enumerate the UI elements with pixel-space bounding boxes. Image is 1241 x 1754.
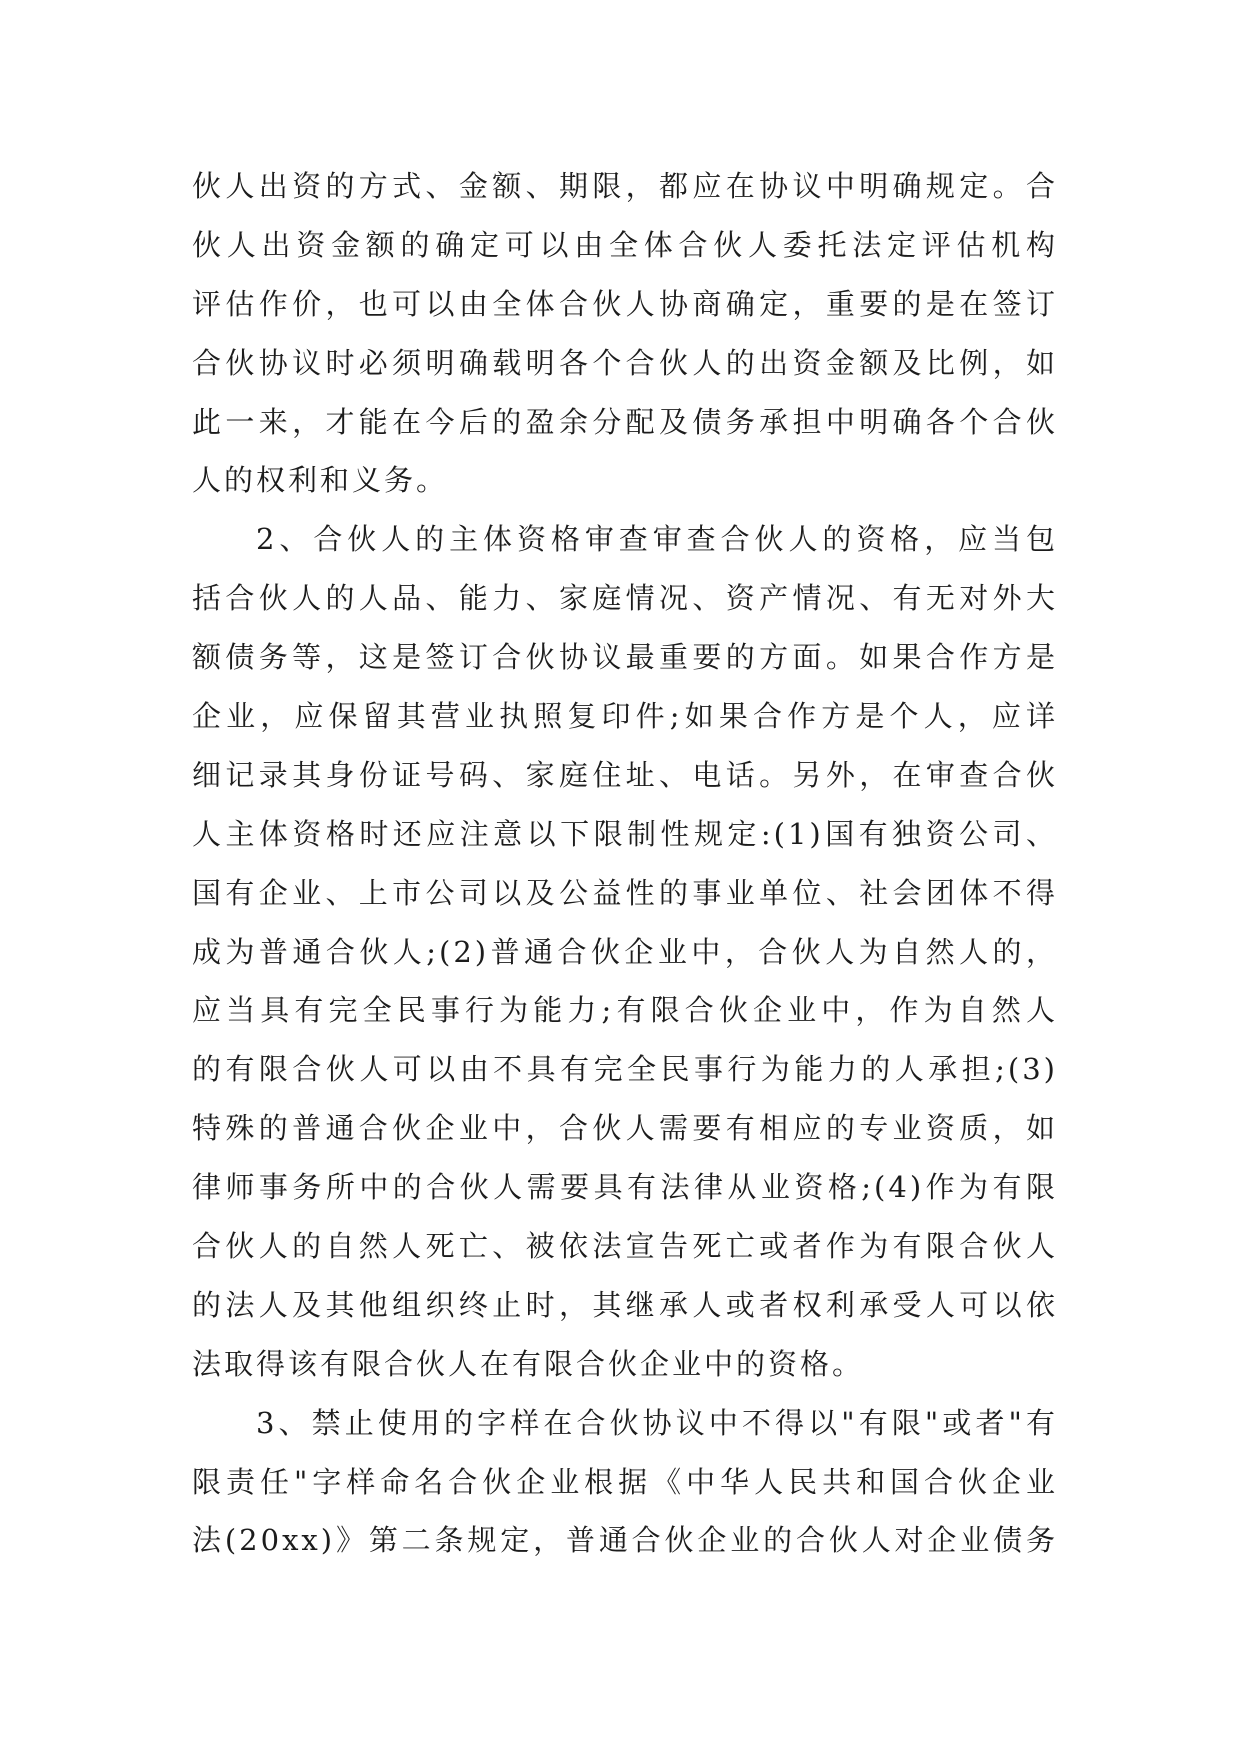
text-line: 应当具有完全民事行为能力;有限合伙企业中，作为自然人 bbox=[192, 993, 1058, 1028]
text-line: 3、禁止使用的字样在合伙协议中不得以"有限"或者"有 bbox=[256, 1405, 1058, 1440]
text-line: 人主体资格时还应注意以下限制性规定:(1)国有独资公司、 bbox=[192, 816, 1058, 851]
text-line: 此一来，才能在今后的盈余分配及债务承担中明确各个合伙 bbox=[192, 404, 1058, 439]
text-line: 伙人出资的方式、金额、期限，都应在协议中明确规定。合 bbox=[192, 169, 1058, 203]
text-line: 律师事务所中的合伙人需要具有法律从业资格;(4)作为有限 bbox=[192, 1170, 1058, 1205]
text-line: 的有限合伙人可以由不具有完全民事行为能力的人承担;(3) bbox=[192, 1052, 1058, 1087]
paragraph-3 bbox=[192, 1394, 1058, 1571]
text-line: 国有企业、上市公司以及公益性的事业单位、社会团体不得 bbox=[192, 875, 1058, 910]
text-line: 额债务等，这是签订合伙协议最重要的方面。如果合作方是 bbox=[192, 640, 1058, 675]
text-line: 合伙协议时必须明确载明各个合伙人的出资金额及比例，如 bbox=[192, 345, 1058, 380]
text-line: 括合伙人的人品、能力、家庭情况、资产情况、有无对外大 bbox=[192, 581, 1058, 616]
text-line: 伙人出资金额的确定可以由全体合伙人委托法定评估机构 bbox=[192, 227, 1058, 262]
paragraph-1 bbox=[192, 157, 1058, 510]
text-line: 合伙人的自然人死亡、被依法宣告死亡或者作为有限合伙人 bbox=[192, 1229, 1058, 1264]
text-line: 人的权利和义务。 bbox=[192, 463, 449, 498]
text-line: 2、合伙人的主体资格审查审查合伙人的资格，应当包 bbox=[256, 522, 1058, 557]
text-line: 法取得该有限合伙人在有限合伙企业中的资格。 bbox=[192, 1346, 865, 1381]
text-line: 成为普通合伙人;(2)普通合伙企业中，合伙人为自然人的， bbox=[192, 934, 1058, 969]
document-body bbox=[192, 157, 1058, 1570]
text-line: 限责任"字样命名合伙企业根据《中华人民共和国合伙企业 bbox=[192, 1464, 1058, 1499]
text-line: 法(20xx)》第二条规定，普通合伙企业的合伙人对企业债务 bbox=[192, 1523, 1058, 1558]
text-line: 的法人及其他组织终止时，其继承人或者权利承受人可以依 bbox=[192, 1287, 1058, 1322]
paragraph-2 bbox=[192, 510, 1058, 1393]
text-line: 评估作价，也可以由全体合伙人协商确定，重要的是在签订 bbox=[192, 286, 1058, 321]
text-line: 细记录其身份证号码、家庭住址、电话。另外，在审查合伙 bbox=[192, 757, 1058, 792]
text-line: 企业，应保留其营业执照复印件;如果合作方是个人，应详 bbox=[192, 699, 1058, 734]
text-line: 特殊的普通合伙企业中，合伙人需要有相应的专业资质，如 bbox=[192, 1111, 1058, 1146]
